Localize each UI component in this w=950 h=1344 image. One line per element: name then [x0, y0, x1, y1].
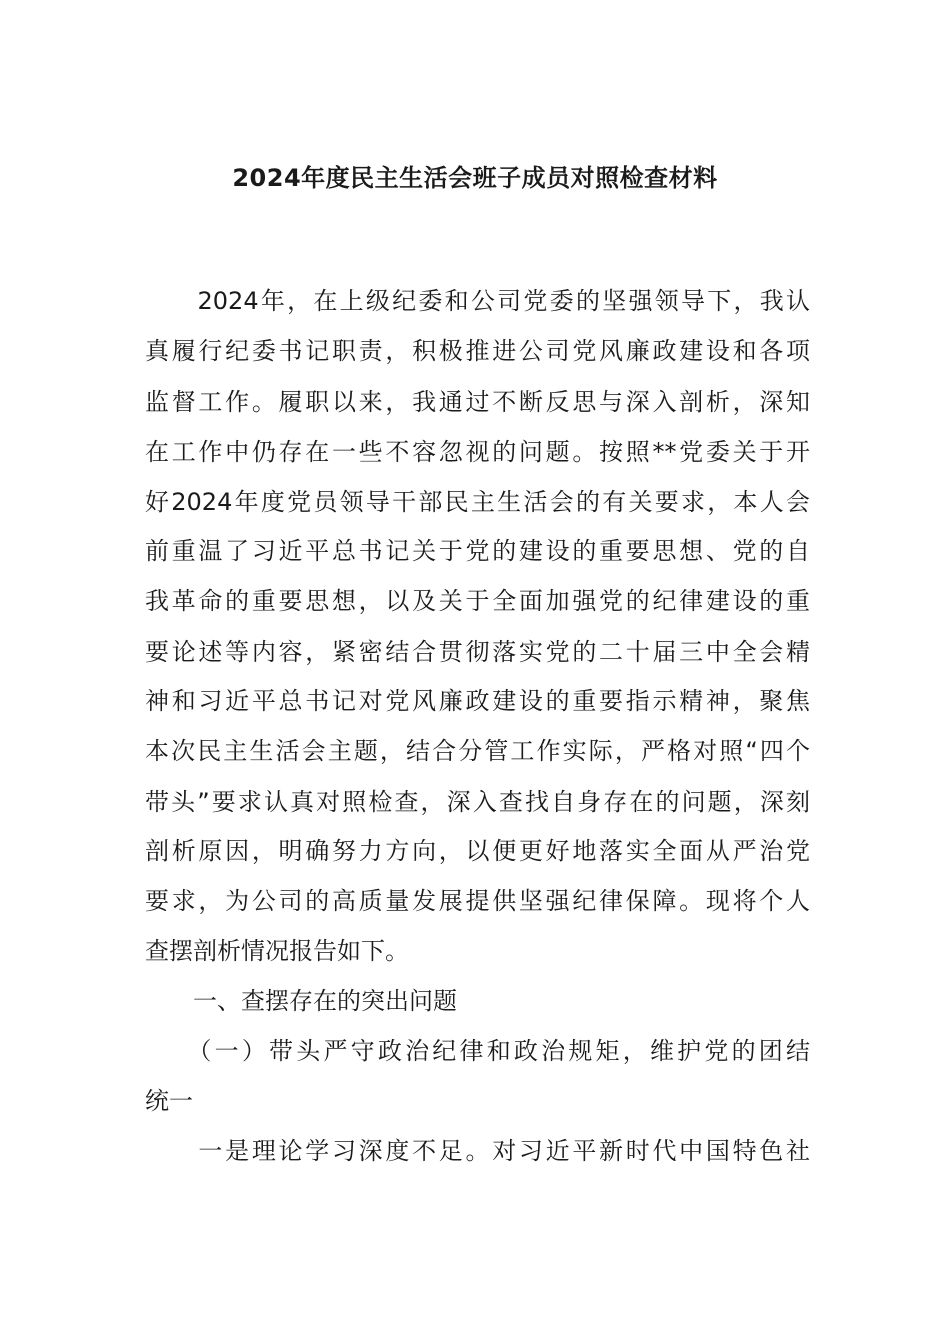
- body-line: 要论述等内容，紧密结合贯彻落实党的二十届三中全会精: [145, 638, 810, 666]
- body-line: 好2024年度党员领导干部民主生活会的有关要求，本人会: [145, 488, 810, 516]
- document-title: 2024年度民主生活会班子成员对照检查材料: [232, 164, 718, 192]
- body-line: 在工作中仍存在一些不容忽视的问题。按照**党委关于开: [145, 438, 810, 466]
- body-line: 查摆剖析情况报告如下。: [145, 937, 409, 965]
- subsection-heading: （一）带头严守政治纪律和政治规矩，维护党的团结: [145, 1037, 810, 1065]
- section-heading: 一、查摆存在的突出问题: [145, 987, 457, 1015]
- body-line: 神和习近平总书记对党风廉政建设的重要指示精神，聚焦: [145, 687, 810, 715]
- body-line: 剖析原因，明确努力方向，以便更好地落实全面从严治党: [145, 837, 810, 865]
- body-line: 真履行纪委书记职责，积极推进公司党风廉政建设和各项: [145, 337, 810, 365]
- subsection-heading-continued: 统一: [145, 1087, 193, 1115]
- body-line: 本次民主生活会主题，结合分管工作实际，严格对照“四个: [145, 737, 810, 765]
- body-line: 2024年，在上级纪委和公司党委的坚强领导下，我认: [145, 287, 810, 315]
- body-line: 带头”要求认真对照检查，深入查找自身存在的问题，深刻: [145, 788, 810, 816]
- body-line: 要求，为公司的高质量发展提供坚强纪律保障。现将个人: [145, 887, 810, 915]
- body-line: 一是理论学习深度不足。对习近平新时代中国特色社: [145, 1137, 810, 1165]
- body-line: 前重温了习近平总书记关于党的建设的重要思想、党的自: [145, 537, 810, 565]
- body-line: 我革命的重要思想，以及关于全面加强党的纪律建设的重: [145, 587, 810, 615]
- body-line: 监督工作。履职以来，我通过不断反思与深入剖析，深知: [145, 388, 810, 416]
